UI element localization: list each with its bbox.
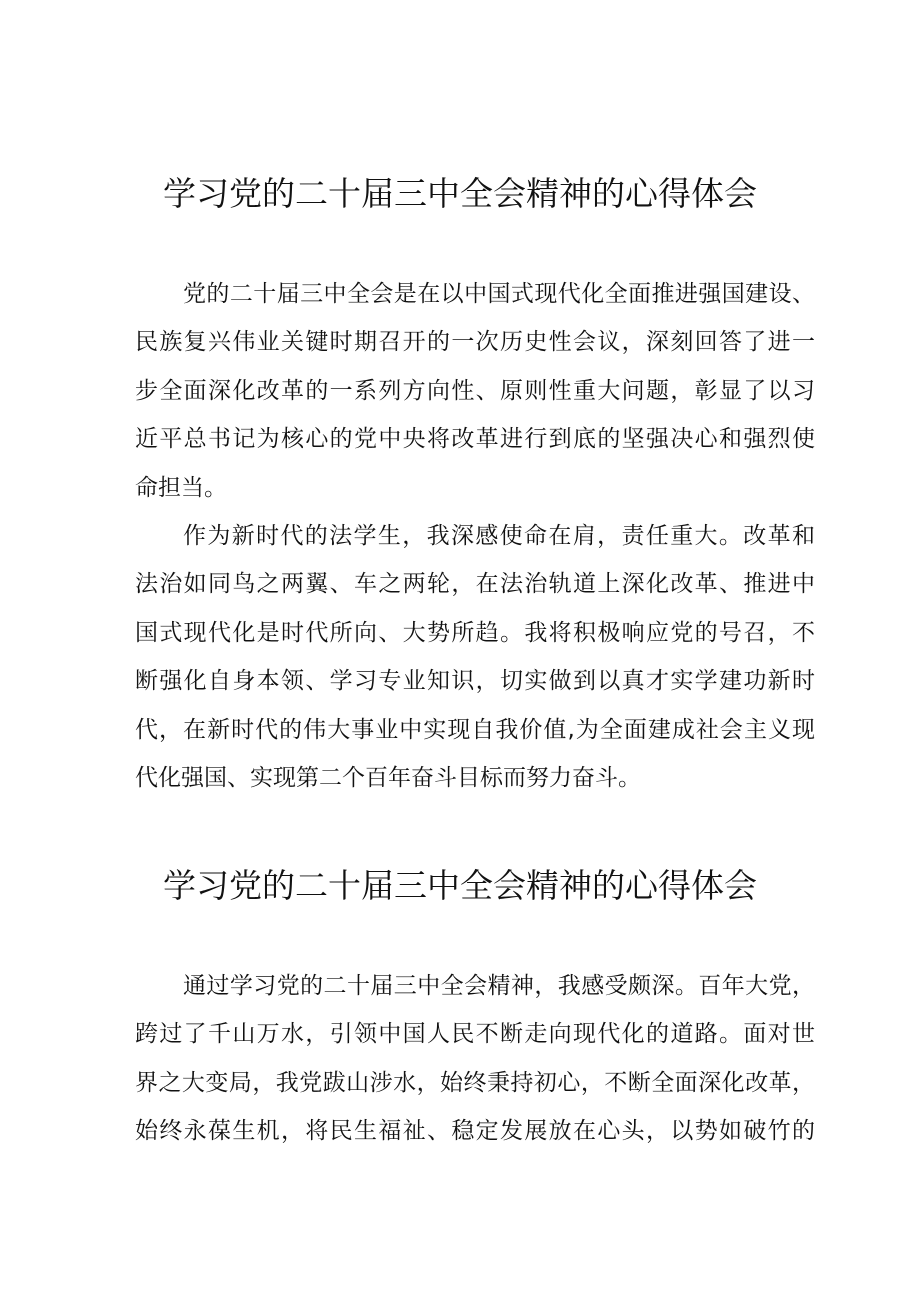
paragraph-line: 界之大变局，我党跋山涉水，始终秉持初心，不断全面深化改革， — [135, 1069, 815, 1096]
paragraph-line: 断强化自身本领、学习专业知识，切实做到以真才实学建功新时 — [135, 668, 815, 695]
paragraph-line: 命担当。 — [135, 474, 227, 501]
paragraph-line: 作为新时代的法学生，我深感使命在肩，责任重大。改革和 — [183, 523, 815, 549]
paragraph-line: 代化强国、实现第二个百年奋斗目标而努力奋斗。 — [135, 764, 641, 791]
paragraph-line: 始终永葆生机，将民生福祉、稳定发展放在心头，以势如破竹的 — [135, 1118, 815, 1145]
section-title: 学习党的二十届三中全会精神的心得体会 — [163, 866, 757, 905]
paragraph-line: 民族复兴伟业关键时期召开的一次历史性会议，深刻回答了进一 — [135, 329, 815, 356]
paragraph-line: 党的二十届三中全会是在以中国式现代化全面推进强国建设、 — [183, 281, 815, 307]
paragraph-line: 近平总书记为核心的党中央将改革进行到底的坚强决心和强烈使 — [135, 426, 815, 453]
paragraph-line: 步全面深化改革的一系列方向性、原则性重大问题，彰显了以习 — [135, 377, 815, 404]
paragraph-line: 法治如同鸟之两翼、车之两轮，在法治轨道上深化改革、推进中 — [135, 571, 815, 598]
paragraph-line: 国式现代化是时代所向、大势所趋。我将积极响应党的号召，不 — [135, 619, 815, 646]
paragraph — [135, 512, 815, 802]
section-title: 学习党的二十届三中全会精神的心得体会 — [163, 174, 757, 213]
paragraph-line: 通过学习党的二十届三中全会精神，我感受颇深。百年大党， — [183, 973, 815, 999]
paragraph-line: 跨过了千山万水，引领中国人民不断走向现代化的道路。面对世 — [135, 1021, 815, 1048]
paragraph — [135, 270, 815, 512]
paragraph — [135, 962, 815, 1156]
paragraph-line: 代，在新时代的伟大事业中实现自我价值,为全面建成社会主义现 — [135, 716, 815, 743]
